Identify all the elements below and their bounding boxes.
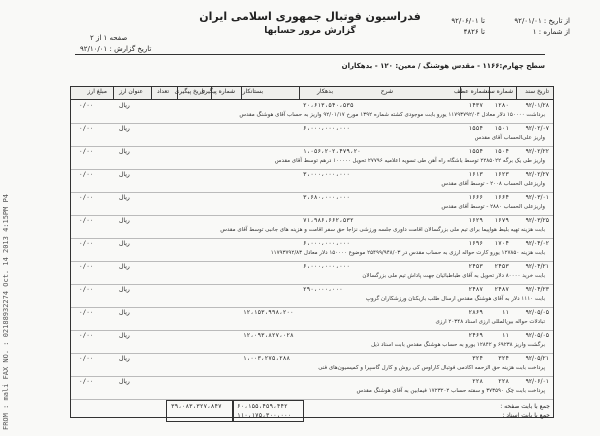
col-divider — [177, 87, 178, 99]
row-currency: ریال — [119, 217, 130, 224]
row-ref-number: ۱۴۳۷ — [468, 102, 483, 109]
row-doc-number: ۱۶۷۹ — [494, 217, 509, 224]
row-credit: ۱،۰۰۳،۲۷۵،۲۸۸ — [243, 355, 290, 362]
row-description: بابت هزینه ۱۲۷۸۵۰ یورو کارت حواله ارزی به حساب مقدس در ۲۵۴۹۹/۹۴۸/۰۳ موضوع ۱۵۰۰۰۰ دلار معادل ۱۱۷۹۳۷۹۲/۸۳ — [270, 250, 545, 256]
row-currency: ریال — [119, 378, 130, 385]
row-date: ۹۲/۰۵/۰۵ — [525, 309, 549, 316]
row-ref-number: ۲۴۵۳ — [468, 263, 483, 270]
table-row — [71, 100, 553, 124]
row-amount: ۰/۰۰ — [79, 194, 94, 201]
to-number: تا ۴۸۲۶ — [463, 28, 485, 36]
row-doc-number: ۱۶۲۳ — [494, 171, 509, 178]
fax-transmission-text: FROM : mali FAX NO. : 02188932274 Oct. 14 2013 4:15PM P4 — [2, 193, 10, 430]
row-amount: ۰/۰۰ — [79, 309, 94, 316]
col-header-qty: تعداد — [156, 88, 169, 95]
page-total-label: جمع با بابت صفحه : — [500, 403, 550, 410]
statement-table — [70, 86, 554, 418]
row-description: پرداخت بابت چک ۳۷۳۵۹۰ و سفته حساب ۱۷۲۳۲۰۲ فیمابین به آقای هوشنگ مقدس — [356, 388, 545, 394]
table-row — [71, 376, 553, 400]
to-date: تا ۹۲/۰۶/۰۱ — [451, 17, 485, 25]
col-divider — [113, 87, 114, 99]
row-debit: ۱،۰۵۶،۲۰۲،۴۷۹،۲۰ — [303, 148, 361, 155]
row-debit: ۶،۰۰۰،۰۰۰،۰۰۰ — [303, 125, 350, 132]
row-description: بابت ۱۱۱۰ دلار به آقای هوشنگ مقدس ارسال طلب بازیکنان ورزشکاران گروپ — [365, 296, 545, 302]
row-currency: ریال — [119, 125, 130, 132]
row-currency: ریال — [119, 171, 130, 178]
row-description: پرداخت بابت هزینه حق الزحمه اکادمی فوتبال کاراوس کی روش و کارل گاسپرا و کمیسیون‌های فنی — [318, 365, 545, 371]
row-doc-number: ۱۱ — [501, 332, 509, 339]
table-header — [71, 87, 553, 100]
grand-total-label: جمع با بابت اسناد : — [502, 412, 550, 419]
col-divider — [151, 87, 152, 99]
row-description: بابت هزینه تهیه بلیط هواپیما برای تیم ملی بزرگسالان اقامت داوری جلسه ورزشی نزاجا حق سفر اقامت و هزینه های جانبی توسط آقای مقدس — [220, 227, 545, 233]
page-title: فدراسیون فوتبال جمهوری اسلامی ایران — [199, 10, 421, 23]
row-debit: ۷۱،۹۸۶،۶۶۲،۵۳۲ — [303, 217, 354, 224]
fax-header-strip — [2, 0, 18, 436]
row-ref-number: ۲۸۶۹ — [468, 309, 483, 316]
col-divider — [489, 87, 490, 99]
row-description: برداشت ۱۵۰۰۰۰ دلار معادل ۱۱۷۹۳۷۹۲/۰۴ یورو بابت موجودی کشته شماره ۱۳۹۲ مورخ ۹۲/۰۱/۱۷ واریز به حساب آقای هوشنگ مقدس — [239, 112, 545, 118]
row-doc-number: ۲۲۸ — [498, 378, 509, 385]
row-currency: ریال — [119, 102, 130, 109]
row-amount: ۰/۰۰ — [79, 263, 94, 270]
row-credit: ۱۲،۰۹۳،۸۲۷،۰۲۸ — [243, 332, 294, 339]
row-date: ۹۲/۰۲/۰۷ — [525, 125, 549, 132]
col-divider — [299, 87, 300, 99]
row-doc-number: ۱۶۶۴ — [494, 194, 509, 201]
row-date: ۹۲/۰۱/۲۸ — [525, 102, 549, 109]
row-debit: ۳،۰۰۰،۰۰۰،۰۰۰ — [303, 171, 350, 178]
table-row — [71, 330, 553, 354]
row-doc-number: ۲۴۸۷ — [494, 286, 509, 293]
col-divider — [211, 87, 212, 99]
row-description: بابت خرید ۸۰۰۰۰ دلار تحویل به آقای طباطبائیان جهت پاداش تیم ملی بزرگسالان — [362, 273, 545, 279]
row-amount: ۰/۰۰ — [79, 355, 94, 362]
col-header-amount: مبلغ ارز — [87, 88, 107, 95]
row-date: ۹۲/۰۳/۲۵ — [525, 217, 549, 224]
row-currency: ریال — [119, 194, 130, 201]
col-divider — [241, 87, 242, 99]
col-divider — [516, 87, 517, 99]
col-header-ref: شماره عطف — [454, 88, 487, 95]
row-currency: ریال — [119, 148, 130, 155]
row-date: ۹۲/۰۴/۰۲ — [525, 240, 549, 247]
credit-total-box — [166, 400, 234, 422]
row-date: ۹۲/۰۳/۰۱ — [525, 194, 549, 201]
row-credit: ۱۲،۱۵۳،۹۹۸،۲۰۰ — [243, 309, 294, 316]
row-ref-number: ۱۶۹۶ — [468, 240, 483, 247]
col-header-credit: بستانکار — [242, 88, 263, 95]
row-ref-number: ۱۵۵۴ — [468, 125, 483, 132]
row-currency: ریال — [119, 263, 130, 270]
table-row — [71, 307, 553, 331]
row-amount: ۰/۰۰ — [79, 378, 94, 385]
row-date: ۹۲/۰۲/۲۷ — [525, 171, 549, 178]
table-row — [71, 261, 553, 285]
row-ref-number: ۱۶۱۳ — [468, 171, 483, 178]
row-debit: ۲۰،۶۱۳،۵۴۰،۵۳۵ — [303, 102, 354, 109]
table-row — [71, 215, 553, 239]
table-row — [71, 146, 553, 170]
row-amount: ۰/۰۰ — [79, 240, 94, 247]
col-header-doc: شماره سند — [484, 88, 513, 95]
row-description: واریز علی‌الحساب آقای مقدس — [474, 135, 545, 141]
row-ref-number: ۱۶۶۶ — [468, 194, 483, 201]
row-doc-number: ۲۴۵۳ — [494, 263, 509, 270]
from-number: از شماره : ۱ — [532, 28, 570, 36]
row-date: ۹۲/۰۴/۲۱ — [525, 263, 549, 270]
col-header-debit: بدهکار — [316, 88, 333, 95]
row-description: تبادلات حواله بین‌المللی ارزی اسناد ۲۰۳۴۸ ارزی — [435, 319, 545, 325]
account-line: سطح چهارم:۱۱۶۶ - مقدس هوشنگ / معین: ۱۲۰ - بدهکاران — [341, 62, 545, 70]
col-header-track-no: شماره پیگیری — [200, 88, 235, 95]
row-debit: ۶،۰۰۰،۰۰۰،۰۰۰ — [303, 263, 350, 270]
row-ref-number: ۳۲۴ — [472, 355, 483, 362]
row-amount: ۰/۰۰ — [79, 125, 94, 132]
credit-page-total: ۳۹،۰۸۳،۳۲۷،۸۴۷ — [171, 403, 222, 410]
row-amount: ۰/۰۰ — [79, 286, 94, 293]
row-description: واریزعلی الحساب ۲۸۸۰ - توسط آقای مقدس — [441, 204, 545, 210]
row-currency: ریال — [119, 309, 130, 316]
row-amount: ۰/۰۰ — [79, 102, 94, 109]
page-number: صفحه ۱ از ۲ — [90, 34, 128, 42]
row-doc-number: ۱۵۰۱ — [494, 125, 509, 132]
debit-grand-total: ۱۱۰،۱۷۵،۳۰۰،۰۰۰ — [237, 412, 292, 419]
row-ref-number: ۱۶۲۹ — [468, 217, 483, 224]
table-row — [71, 169, 553, 193]
table-row — [71, 353, 553, 377]
page-subtitle: گزارش مرور حسابها — [264, 26, 356, 36]
row-date: ۹۲/۰۵/۰۵ — [525, 332, 549, 339]
table-row — [71, 284, 553, 308]
debit-page-total: ۶۰،۱۵۵،۴۵۹،۴۴۲ — [237, 403, 288, 410]
row-currency: ریال — [119, 355, 130, 362]
row-date: ۹۲/۰۵/۲۱ — [525, 355, 549, 362]
report-date: تاریخ گزارش : ۹۲/۱۰/۰۱ — [80, 45, 152, 53]
row-description: برگشت واریز ۶۹۲۳۸ و ۱۲۸۴۲ یورو به حساب هوشنگ مقدس بابت اسناد ذیل — [371, 342, 545, 348]
row-amount: ۰/۰۰ — [79, 217, 94, 224]
debit-total-box — [232, 400, 304, 422]
row-date: ۹۲/۰۲/۲۲ — [525, 148, 549, 155]
row-currency: ریال — [119, 240, 130, 247]
row-description: واریز طی یک برگه ۲۲۸۵۰۲۲ توسط باشگاه راه آهن طی تسویه اعلامیه ۲۷۷۹۶ تحویل ۱۰۰۰۰۰ درهم توسط آقای مقدس — [274, 158, 545, 164]
row-debit: ۲۹۰،۰۰۰،۰۰۰ — [303, 286, 343, 293]
row-date: ۹۲/۰۶/۰۱ — [525, 378, 549, 385]
row-doc-number: ۱۵۰۴ — [494, 148, 509, 155]
row-debit: ۳،۶۸۰،۰۰۰،۰۰۰ — [303, 194, 350, 201]
row-description: واریزعلی الحساب ۲۰۰۸ - توسط آقای مقدس — [441, 181, 545, 187]
from-date: از تاریخ : ۹۲/۰۱/۰۱ — [514, 17, 570, 25]
col-header-currency: عنوان ارز — [119, 88, 143, 95]
col-header-track-date: تاریخ پیگیری — [174, 88, 205, 95]
row-doc-number: ۱۷۰۴ — [494, 240, 509, 247]
row-amount: ۰/۰۰ — [79, 332, 94, 339]
row-date: ۹۲/۰۴/۲۳ — [525, 286, 549, 293]
col-header-date: تاریخ سند — [525, 88, 549, 95]
row-ref-number: ۲۴۶۹ — [468, 332, 483, 339]
col-divider — [460, 87, 461, 99]
header-divider — [75, 54, 545, 55]
table-row — [71, 238, 553, 262]
row-currency: ریال — [119, 286, 130, 293]
row-amount: ۰/۰۰ — [79, 148, 94, 155]
row-ref-number: ۲۴۸۷ — [468, 286, 483, 293]
col-header-desc: شرح — [380, 88, 393, 95]
row-ref-number: ۲۲۸ — [472, 378, 483, 385]
table-row — [71, 123, 553, 147]
row-doc-number: ۳۲۴ — [498, 355, 509, 362]
row-debit: ۶،۰۰۰،۰۰۰،۰۰۰ — [303, 240, 350, 247]
row-amount: ۰/۰۰ — [79, 171, 94, 178]
table-row — [71, 192, 553, 216]
row-doc-number: ۱۱ — [501, 309, 509, 316]
row-doc-number: ۱۲۸۰ — [494, 102, 509, 109]
row-ref-number: ۱۵۵۴ — [468, 148, 483, 155]
row-currency: ریال — [119, 332, 130, 339]
